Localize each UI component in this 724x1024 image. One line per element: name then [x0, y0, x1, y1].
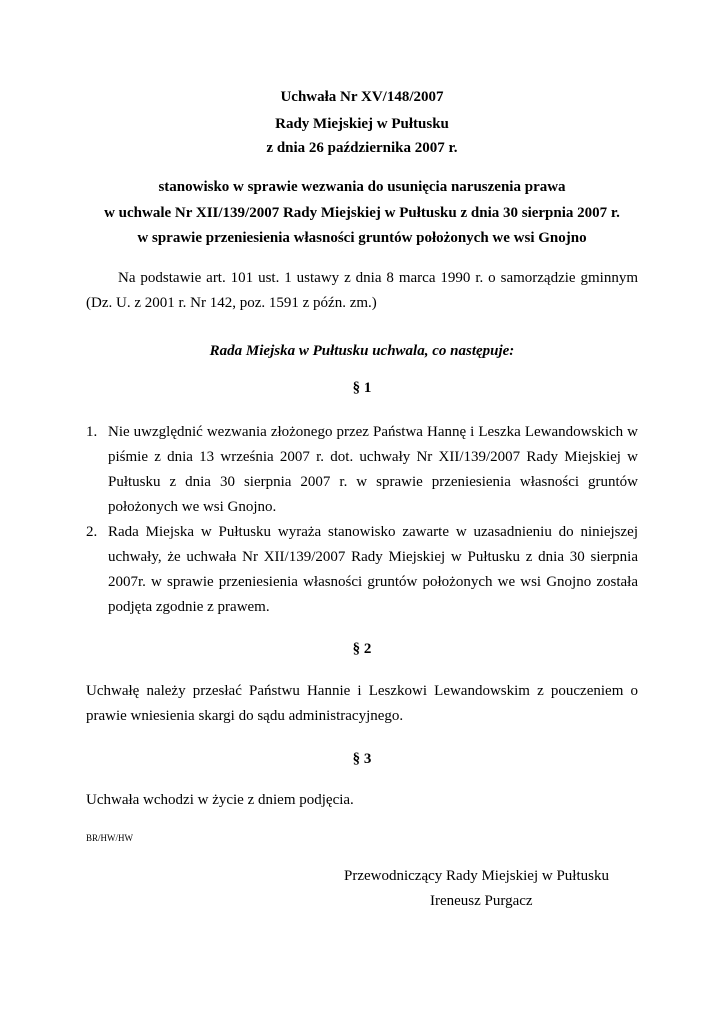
document-initials: BR/HW/HW	[86, 833, 133, 843]
list-item-text: Nie uwzględnić wezwania złożonego przez Państwa Hannę i Leszka Lewandowskich w piśmie z dnia 13 września 2007 r. dot. uchwały Nr XII/139/2007 Rady Miejskiej w Pułtusku z dnia 30 sierpnia 2007 r. w sprawie przeniesienia własności gruntów położonych we wsi Gnojno.	[108, 424, 638, 515]
resolution-date: z dnia 26 października 2007 r.	[266, 140, 458, 156]
legal-basis-paragraph: Na podstawie art. 101 ust. 1 ustawy z dnia 8 marca 1990 r. o samorządzie gminnym (Dz. U. z 2001 r. Nr 142, poz. 1591 z późn. zm.)	[86, 270, 638, 311]
list-item-number: 1.	[86, 424, 98, 440]
resolution-intro: Rada Miejska w Pułtusku uchwala, co następuje:	[209, 343, 515, 359]
section-3-text: Uchwała wchodzi w życie z dniem podjęcia.	[86, 792, 354, 808]
subject-line-3: w sprawie przeniesienia własności gruntów położonych we wsi Gnojno	[137, 230, 587, 246]
signature-title: Przewodniczący Rady Miejskiej w Pułtusku	[344, 868, 609, 884]
list-item-text: Rada Miejska w Pułtusku wyraża stanowisko zawarte w uzasadnieniu do niniejszej uchwały, że uchwała Nr XII/139/2007 Rady Miejskiej w Pułtusku z dnia 30 sierpnia 2007r. w sprawie przeniesienia własności gruntów położonych we wsi Gnojno została podjęta zgodnie z prawem.	[108, 524, 638, 615]
resolution-council: Rady Miejskiej w Pułtusku	[275, 116, 449, 132]
signature-name: Ireneusz Purgacz	[430, 893, 533, 909]
subject-line-1: stanowisko w sprawie wezwania do usunięcia naruszenia prawa	[158, 179, 566, 195]
section-1-heading: § 1	[352, 380, 372, 396]
resolution-number: Uchwała Nr XV/148/2007	[280, 89, 444, 105]
list-item-number: 2.	[86, 524, 98, 540]
subject-line-2: w uchwale Nr XII/139/2007 Rady Miejskiej w Pułtusku z dnia 30 sierpnia 2007 r.	[104, 205, 620, 221]
section-3-heading: § 3	[352, 751, 372, 767]
section-2-text: Uchwałę należy przesłać Państwu Hannie i Leszkowi Lewandowskim z pouczeniem o prawie wniesienia skargi do sądu administracyjnego.	[86, 683, 638, 724]
section-2-heading: § 2	[352, 641, 372, 657]
